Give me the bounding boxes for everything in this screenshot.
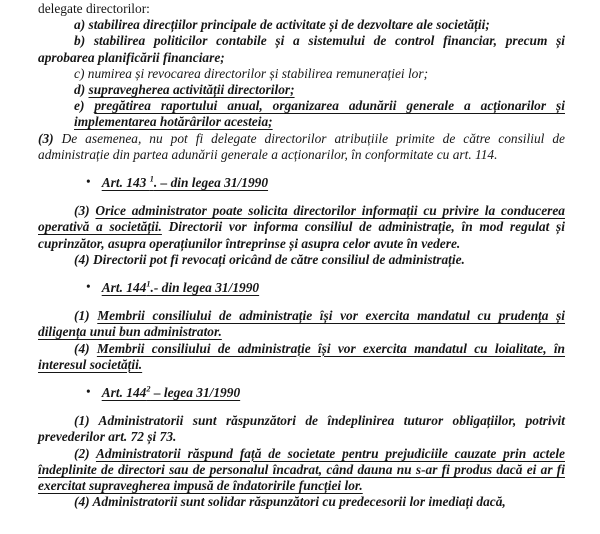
text-run: (4) Directorii pot fi revocați oricând de către consiliul de administrație. — [74, 251, 465, 267]
paragraph-144-2-2 — [38, 446, 565, 495]
list-item-b — [38, 33, 565, 65]
text-run: (4) — [74, 340, 97, 356]
paragraph-3-delegation — [38, 131, 565, 163]
text-run: 2 — [146, 384, 151, 394]
text-run: delegate directorilor: — [38, 1, 150, 16]
text-run: (1) — [74, 308, 98, 324]
text-run: b) stabilirea politicilor contabile și a sistemului de control financiar, precum și aprobarea planificării financiare; — [38, 33, 565, 65]
text-run: – legea 31/1990 — [150, 385, 241, 401]
text-run: Membrii consiliului de administrație își vor exercita mandatul cu loialitate, în interesul societății. — [38, 340, 566, 372]
text-run: (3) — [38, 130, 62, 146]
bullet-icon: • — [86, 279, 91, 295]
text-run: . – din legea 31/1990 — [153, 175, 269, 191]
text-run: Membrii consiliului de administrație își vor exercita mandatul cu prudența și diligența unui bun administrator. — [38, 308, 566, 340]
bullet-icon: • — [86, 384, 91, 400]
heading-art-144-1 — [86, 280, 565, 296]
paragraph-144-1-1 — [38, 308, 565, 340]
heading-text — [102, 175, 268, 190]
text-run: (4) Administratorii sunt solidar răspunzători cu predecesorii lor imediați dacă, — [74, 494, 506, 510]
text-run: De asemenea, nu pot fi delegate directorilor atribuțiile primite de către consiliul de administrație din partea adunării generale a acționarilor, în conformitate cu art. 114. — [38, 130, 565, 162]
paragraph-144-2-1 — [38, 413, 565, 445]
text-run: e) — [74, 98, 95, 114]
text-run: d) — [74, 82, 89, 98]
text-run: 1 — [149, 174, 154, 184]
text-run: (3) — [74, 203, 96, 219]
text-run: Administratorii răspund față de societate pentru prejudiciile cauzate prin actele îndeplinite de directori sau de personalul încadrat, când dauna nu s-ar fi produs dacă ei ar fi exercitat supravegherea impusă de îndatoririle funcției lor. — [38, 445, 565, 494]
text-run: Directorii vor informa consiliul de administrație, în mod regulat și cuprinzător, asupra operațiunilor întreprinse și asupra celor avute în vedere. — [38, 219, 565, 251]
text-run: Art. 143 — [101, 175, 150, 191]
text-run: supravegherea activității directorilor; — [88, 82, 295, 98]
text-run: a) stabilirea direcțiilor principale de activitate și de dezvoltare ale societății; — [74, 17, 490, 33]
heading-text — [102, 385, 240, 400]
text-run: c) numirea și revocarea directorilor și stabilirea remunerației lor; — [74, 65, 429, 81]
text-run: .- din legea 31/1990 — [150, 280, 260, 296]
paragraph-143-1-3 — [38, 203, 565, 252]
text-run: pregătirea raportului anual, organizarea adunării generale a acționarilor și implementarea hotărârilor acesteia; — [74, 98, 565, 130]
heading-art-144-2 — [86, 385, 565, 401]
text-run: (2) — [74, 445, 96, 461]
text-run: Orice administrator poate solicita directorilor informații cu privire la conducerea operativă a societății. — [38, 203, 565, 235]
text-run: Art. 144 — [101, 280, 147, 296]
heading-text — [102, 280, 259, 295]
list-item-a — [38, 17, 565, 33]
list-item-c — [38, 66, 565, 82]
list-item-d — [38, 82, 565, 98]
intro-continuation-line — [38, 1, 565, 17]
paragraph-144-2-4 — [38, 494, 565, 510]
bullet-icon: • — [86, 174, 91, 190]
text-run: Art. 144 — [101, 385, 147, 401]
text-run: (1) Administratorii sunt răspunzători de îndeplinirea tuturor obligațiilor, potrivit prevederilor art. 72 și 73. — [38, 413, 565, 445]
text-run: 1 — [146, 279, 151, 289]
document-body — [38, 1, 565, 510]
paragraph-143-1-4 — [38, 252, 565, 268]
paragraph-144-1-4 — [38, 341, 565, 373]
list-item-e — [74, 98, 565, 130]
heading-art-143-1 — [86, 175, 565, 191]
